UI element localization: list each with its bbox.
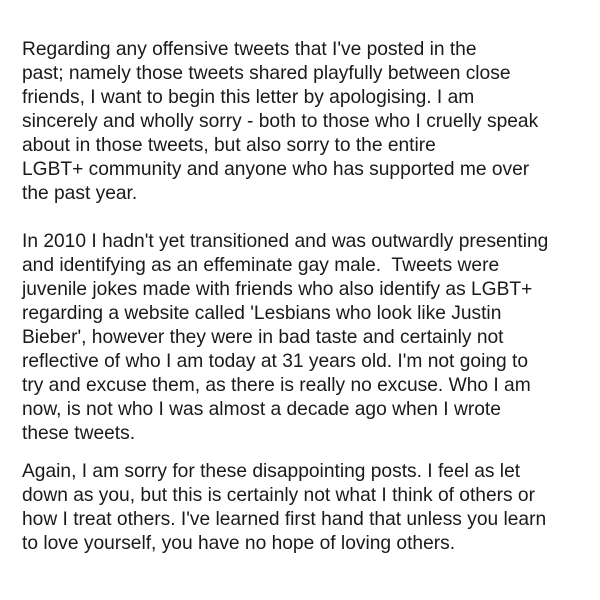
text-line: sincerely and wholly sorry - both to those who I cruelly speak (22, 111, 539, 132)
text-line: In 2010 I hadn't yet transitioned and was outwardly presenting (22, 231, 549, 252)
text-line: how I treat others. I've learned first hand that unless you learn (22, 509, 547, 530)
text-line: regarding a website called 'Lesbians who look like Justin (22, 303, 502, 324)
text-line: the past year. (22, 183, 138, 204)
text-line: to love yourself, you have no hope of loving others. (22, 533, 456, 554)
text-line: and identifying as an effeminate gay male. Tweets were (22, 255, 500, 276)
text-line: about in those tweets, but also sorry to the entire (22, 135, 436, 156)
letter-paragraph-3 (22, 460, 546, 556)
text-line: past; namely those tweets shared playfully between close (22, 63, 511, 84)
text-line: LGBT+ community and anyone who has supported me over (22, 159, 530, 180)
text-line: friends, I want to begin this letter by apologising. I am (22, 87, 475, 108)
text-line: these tweets. (22, 423, 136, 444)
text-line: juvenile jokes made with friends who also identify as LGBT+ (22, 279, 533, 300)
text-line: Bieber', however they were in bad taste and certainly not (22, 327, 504, 348)
text-line: reflective of who I am today at 31 years old. I'm not going to (22, 351, 529, 372)
letter-paragraph-2 (22, 230, 548, 446)
text-line: down as you, but this is certainly not what I think of others or (22, 485, 535, 506)
text-line: Regarding any offensive tweets that I've posted in the (22, 39, 477, 60)
letter-paragraph-1 (22, 38, 538, 206)
text-line: try and excuse them, as there is really no excuse. Who I am (22, 375, 531, 396)
text-line: Again, I am sorry for these disappointing posts. I feel as let (22, 461, 521, 482)
text-line: now, is not who I was almost a decade ago when I wrote (22, 399, 501, 420)
